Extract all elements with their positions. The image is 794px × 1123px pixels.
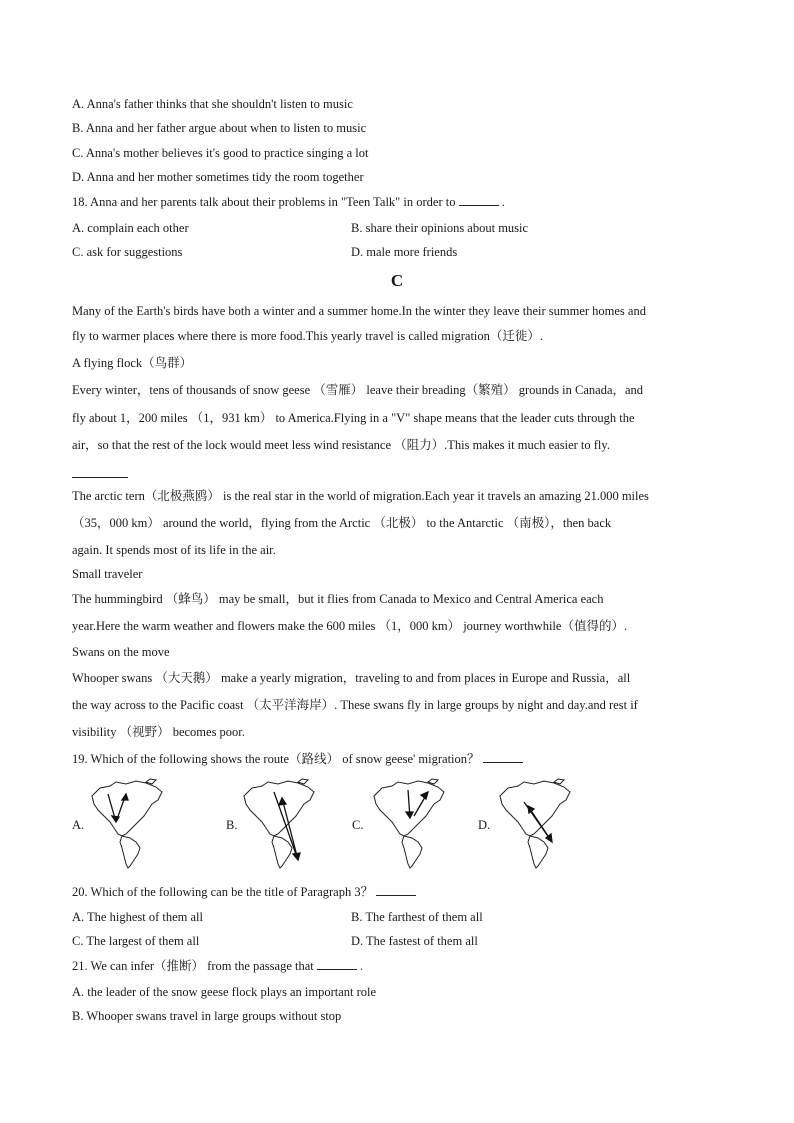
paragraph-3-title: Small traveler (72, 567, 143, 581)
q18-option-b: B. share their opinions about music (351, 221, 529, 235)
q19-option-a-label[interactable]: A. (72, 818, 85, 832)
map-option-b[interactable] (238, 778, 320, 870)
passage-intro-line: Many of the Earth's birds have both a winter and a summer home.In the winter they leave their summer homes and (72, 304, 646, 318)
q21-end: . (360, 959, 364, 973)
map-b-arrows (274, 792, 300, 860)
q19-question (72, 751, 523, 767)
q17-option-d: D. Anna and her mother sometimes tidy the room together (72, 170, 364, 184)
q21-option-a: A. the leader of the snow geese flock plays an important role (72, 985, 377, 999)
q18-answer-blank[interactable] (459, 194, 499, 206)
q19-answer-blank[interactable] (483, 751, 523, 763)
q17-option-c: C. Anna's mother believes it's good to practice singing a lot (72, 146, 369, 160)
q20-option-d: D. The fastest of them all (351, 934, 478, 948)
q20-question (72, 884, 416, 900)
paragraph-3-line: year.Here the warm weather and flowers make the 600 miles （1，000 km） journey worthwhile（值得的）. (72, 619, 628, 633)
paragraph-1-line: fly about 1，200 miles （1，931 km） to America.Flying in a "V" shape means that the leader cuts through the (72, 411, 635, 425)
q21-stem: 21. We can infer（推断） from the passage that (72, 959, 314, 973)
paragraph-1-line: air，so that the rest of the lock would meet less wind resistance （阻力）.This makes it much easier to fly. (72, 438, 610, 452)
q20-option-b: B. The farthest of them all (351, 910, 483, 924)
paragraph-4-title: Swans on the move (72, 645, 170, 659)
map-c-arrows (406, 790, 428, 818)
map-option-d[interactable] (494, 778, 576, 870)
q19-option-b-label[interactable]: B. (226, 818, 238, 832)
paragraph-2-title-blank (72, 477, 128, 478)
paragraph-1-title: A flying flock（鸟群） (72, 356, 193, 370)
q19-option-c-label[interactable]: C. (352, 818, 364, 832)
q18-option-d: D. male more friends (351, 245, 458, 259)
q20-stem: 20. Which of the following can be the title of Paragraph 3？ (72, 885, 374, 899)
q20-answer-blank[interactable] (376, 884, 416, 896)
q18-question (72, 194, 505, 210)
q19-option-d-label[interactable]: D. (478, 818, 491, 832)
q18-option-c: C. ask for suggestions (72, 245, 183, 259)
q18-stem: 18. Anna and her parents talk about their problems in "Teen Talk" in order to (72, 195, 456, 209)
q21-answer-blank[interactable] (317, 958, 357, 970)
paragraph-1-line: Every winter，tens of thousands of snow geese （雪雁） leave their breading（繁殖） grounds in Canada，and (72, 383, 644, 397)
paragraph-2-line: （35，000 km） around the world，flying from the Arctic （北极） to the Antarctic （南极），then back (72, 516, 612, 530)
map-a-arrows (108, 794, 128, 822)
q20-option-a: A. The highest of them all (72, 910, 203, 924)
q21-question (72, 958, 363, 974)
q21-option-b: B. Whooper swans travel in large groups without stop (72, 1009, 342, 1023)
q19-stem: 19. Which of the following shows the route（路线） of snow geese' migration？ (72, 752, 480, 766)
paragraph-4-line: the way across to the Pacific coast （太平洋海岸）. These swans fly in large groups by night and day.and rest if (72, 698, 638, 712)
paragraph-2-line: again. It spends most of its life in the air. (72, 543, 276, 557)
paragraph-4-line: visibility （视野） becomes poor. (72, 725, 245, 739)
paragraph-3-line: The hummingbird （蜂鸟） may be small，but it flies from Canada to Mexico and Central America each (72, 592, 604, 606)
q18-end: . (501, 195, 505, 209)
q17-option-b: B. Anna and her father argue about when to listen to music (72, 121, 367, 135)
passage-intro-line: fly to warmer places where there is more food.This yearly travel is called migration（迁徙）. (72, 329, 544, 343)
map-option-c[interactable] (368, 778, 450, 870)
section-heading: C (390, 271, 404, 290)
q17-option-a: A. Anna's father thinks that she shouldn't listen to music (72, 97, 353, 111)
map-option-a[interactable] (86, 778, 168, 870)
q18-option-a: A. complain each other (72, 221, 189, 235)
paragraph-2-line: The arctic tern（北极燕鸥） is the real star in the world of migration.Each year it travels an amazing 21.000 miles (72, 489, 649, 503)
paragraph-4-line: Whooper swans （大天鹅） make a yearly migration，traveling to and from places in Europe and Russia，all (72, 671, 631, 685)
q20-option-c: C. The largest of them all (72, 934, 200, 948)
map-d-arrows (524, 802, 552, 842)
